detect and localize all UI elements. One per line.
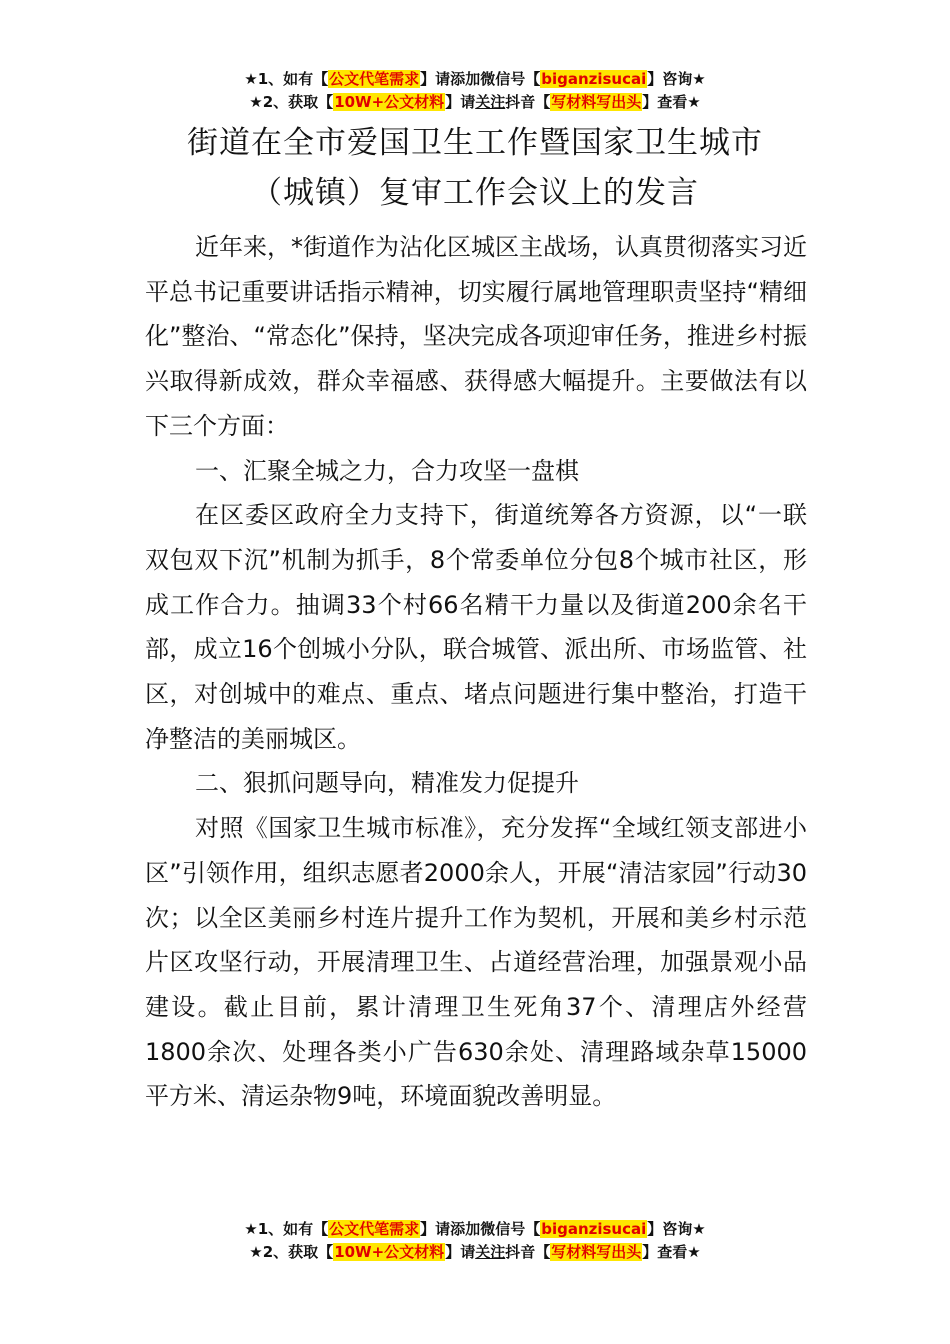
highlight-materials: 10W+公文材料 (334, 93, 445, 111)
section-2-paragraph: 对照《国家卫生城市标准》，充分发挥“全域红领支部进小区”引领作用，组织志愿者2000余人，开展“清洁家园”行动30次；以全区美丽乡村连片提升工作为契机，开展和美乡村示范片区攻坚行动，开展清理卫生、占道经营治理，加强景观小品建设。截止目前，累计清理卫生死角37个、清理店外经营1800余次、处理各类小广告630余处、清理路域杂草15000平方米、清运杂物9吨，环境面貌改善明显。 (145, 814, 807, 1111)
title-line-1: 街道在全市爱国卫生工作暨国家卫生城市 (187, 125, 763, 161)
section-1-heading: 一、汇聚全城之力，合力攻坚一盘棋 (195, 456, 579, 485)
banner-line-2: ★2、获取【10W+公文材料】请关注抖音【写材料写出头】查看★ (249, 93, 701, 111)
banner-line-1: ★1、如有【公文代笔需求】请添加微信号【biganzisucai】咨询★ (244, 70, 706, 88)
section-2-heading: 二、狠抓问题导向，精准发力促提升 (195, 769, 579, 798)
footer-line-1: ★1、如有【公文代笔需求】请添加微信号【biganzisucai】咨询★ (244, 1220, 706, 1238)
highlight-douyin: 写材料写出头 (551, 93, 642, 111)
footer-highlight-materials: 10W+公文材料 (334, 1243, 445, 1261)
title-line-2: （城镇）复审工作会议上的发言 (251, 175, 699, 211)
footer-highlight-wechat-id: biganzisucai (541, 1220, 647, 1238)
section-1-paragraph: 在区委区政府全力支持下，街道统筹各方资源，以“一联双包双下沉”机制为抓手，8个常委单位分包8个城市社区，形成工作合力。抽调33个村66名精干力量以及街道200余名干部，成立16个创城小分队，联合城管、派出所、市场监管、社区，对创城中的难点、重点、堵点问题进行集中整治，打造干净整洁的美丽城区。 (145, 501, 807, 753)
header-banner (0, 68, 950, 114)
footer-line-2: ★2、获取【10W+公文材料】请关注抖音【写材料写出头】查看★ (249, 1243, 701, 1261)
footer-highlight-douyin: 写材料写出头 (551, 1243, 642, 1261)
footer-banner (0, 1218, 950, 1264)
document-title (0, 118, 950, 218)
intro-paragraph: 近年来，*街道作为沾化区城区主战场，认真贯彻落实习近平总书记重要讲话指示精神，切实履行属地管理职责坚持“精细化”整治、“常态化”保持，坚决完成各项迎审任务，推进乡村振兴取得新成效，群众幸福感、获得感大幅提升。主要做法有以下三个方面： (145, 233, 807, 440)
highlight-service: 公文代笔需求 (329, 70, 420, 88)
footer-highlight-service: 公文代笔需求 (329, 1220, 420, 1238)
document-body (145, 225, 807, 1119)
highlight-wechat-id: biganzisucai (541, 70, 647, 88)
